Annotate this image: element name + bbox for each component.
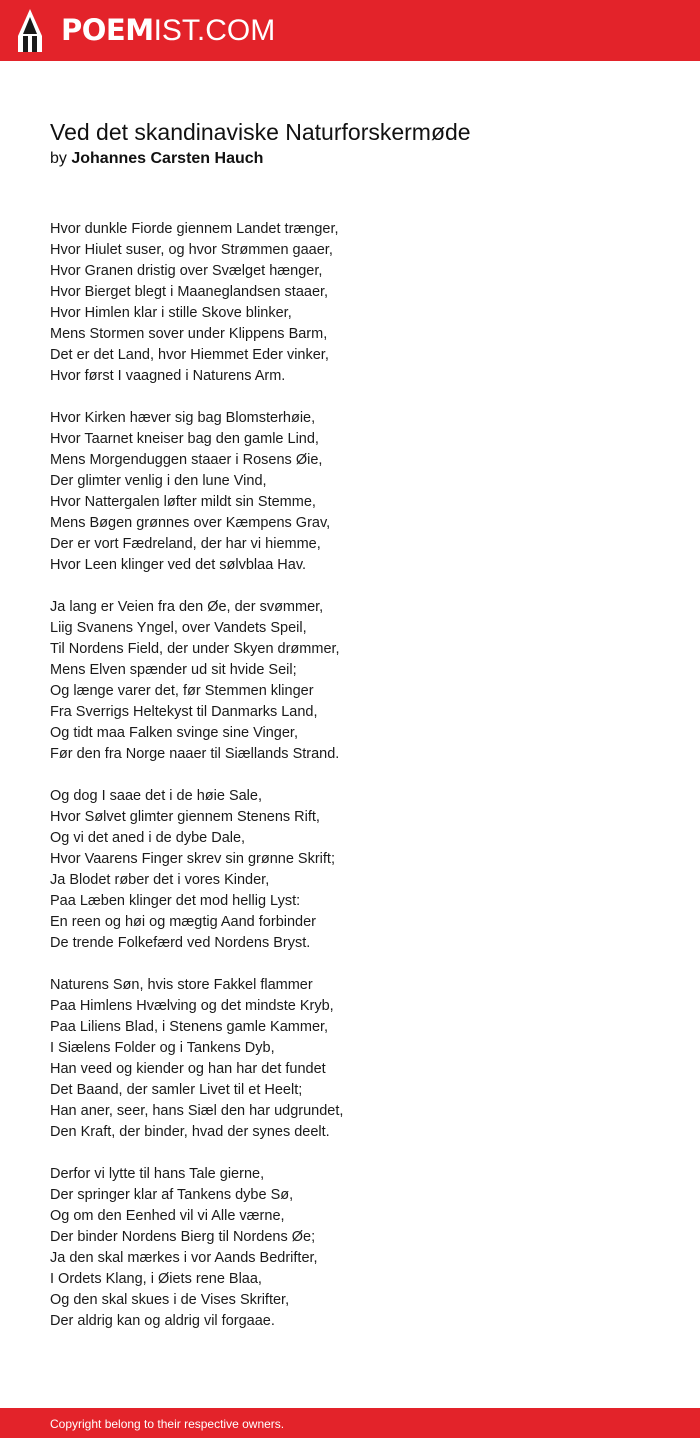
poem-line: De trende Folkefærd ved Nordens Bryst.: [50, 935, 311, 951]
site-logo-text: [61, 13, 275, 48]
poem-stanza: [50, 408, 650, 576]
poem-line: Hvor dunkle Fiorde giennem Landet trænger,: [50, 221, 339, 237]
poem-line: Mens Morgenduggen staaer i Rosens Øie,: [50, 452, 323, 468]
poem-line: Hvor Nattergalen løfter mildt sin Stemme,: [50, 494, 316, 510]
poem-line: Ja den skal mærkes i vor Aands Bedrifter,: [50, 1250, 318, 1266]
poem-line: Hvor Vaarens Finger skrev sin grønne Skrift;: [50, 851, 335, 867]
poem-line: Hvor først I vaagned i Naturens Arm.: [50, 368, 286, 384]
poem-line: Mens Elven spænder ud sit hvide Seil;: [50, 662, 297, 678]
poem-line: Før den fra Norge naaer til Siællands Strand.: [50, 746, 340, 762]
poem-line: I Ordets Klang, i Øiets rene Blaa,: [50, 1271, 262, 1287]
poem-stanza: [50, 219, 650, 387]
poem-stanza: [50, 975, 650, 1143]
poem-line: Det er det Land, hvor Hiemmet Eder vinker,: [50, 347, 329, 363]
logo-bold-text: POEM: [61, 13, 154, 47]
by-label: by: [50, 150, 67, 167]
poem-line: Og tidt maa Falken svinge sine Vinger,: [50, 725, 298, 741]
poem-line: En reen og høi og mægtig Aand forbinder: [50, 914, 316, 930]
poem-line: Og om den Eenhed vil vi Alle værne,: [50, 1208, 285, 1224]
poem-line: Mens Stormen sover under Klippens Barm,: [50, 326, 328, 342]
poem-stanza: [50, 1164, 650, 1332]
poem-line: Hvor Taarnet kneiser bag den gamle Lind,: [50, 431, 319, 447]
poem-line: Der aldrig kan og aldrig vil forgaae.: [50, 1313, 275, 1329]
poem-line: Hvor Himlen klar i stille Skove blinker,: [50, 305, 292, 321]
poem-line: Der glimter venlig i den lune Vind,: [50, 473, 267, 489]
poem-line: Og længe varer det, før Stemmen klinger: [50, 683, 314, 699]
poem-line: Den Kraft, der binder, hvad der synes deelt.: [50, 1124, 330, 1140]
copyright-text: Copyright belong to their respective owners.: [50, 1417, 285, 1431]
pencil-icon: [18, 9, 42, 52]
poem-line: Der springer klar af Tankens dybe Sø,: [50, 1187, 294, 1203]
poem-line: Mens Bøgen grønnes over Kæmpens Grav,: [50, 515, 331, 531]
poem-line: Derfor vi lytte til hans Tale gierne,: [50, 1166, 265, 1182]
poem-line: Ja Blodet røber det i vores Kinder,: [50, 872, 270, 888]
poem-line: Til Nordens Field, der under Skyen drømmer,: [50, 641, 340, 657]
poem-line: Han aner, seer, hans Siæl den har udgrundet,: [50, 1103, 344, 1119]
poem-line: Det Baand, der samler Livet til et Heelt;: [50, 1082, 303, 1098]
poem-line: Hvor Hiulet suser, og hvor Strømmen gaaer,: [50, 242, 333, 258]
site-footer: [0, 1408, 700, 1438]
poem-body: [50, 219, 650, 1353]
site-header: [0, 0, 700, 61]
poem-line: Hvor Bierget blegt i Maaneglandsen staaer,: [50, 284, 329, 300]
poem-stanza: [50, 786, 650, 954]
poem-line: Paa Himlens Hvælving og det mindste Kryb,: [50, 998, 334, 1014]
poem-author: Johannes Carsten Hauch: [71, 150, 264, 167]
poem-line: Og den skal skues i de Vises Skrifter,: [50, 1292, 290, 1308]
logo-light-text: IST.COM: [153, 14, 276, 47]
poem-line: Der binder Nordens Bierg til Nordens Øe;: [50, 1229, 316, 1245]
poem-line: Hvor Granen dristig over Svælget hænger,: [50, 263, 323, 279]
poem-line: Og vi det aned i de dybe Dale,: [50, 830, 246, 846]
poem-line: Ja lang er Veien fra den Øe, der svømmer,: [50, 599, 324, 615]
poem-line: Paa Læben klinger det mod hellig Lyst:: [50, 893, 301, 909]
poem-line: Han veed og kiender og han har det fundet: [50, 1061, 326, 1077]
poem-line: Fra Sverrigs Heltekyst til Danmarks Land,: [50, 704, 318, 720]
poem-line: Hvor Sølvet glimter giennem Stenens Rift,: [50, 809, 320, 825]
poem-line: Hvor Kirken hæver sig bag Blomsterhøie,: [50, 410, 316, 426]
poem-line: Hvor Leen klinger ved det sølvblaa Hav.: [50, 557, 307, 573]
poem-stanza: [50, 597, 650, 765]
poem-line: Der er vort Fædreland, der har vi hiemme,: [50, 536, 321, 552]
poem-line: Liig Svanens Yngel, over Vandets Speil,: [50, 620, 307, 636]
poem-line: Naturens Søn, hvis store Fakkel flammer: [50, 977, 313, 993]
poem-line: Paa Liliens Blad, i Stenens gamle Kammer,: [50, 1019, 329, 1035]
poem-title: Ved det skandinaviske Naturforskermøde: [50, 119, 471, 145]
poem-byline: [50, 149, 263, 169]
poem-line: Og dog I saae det i de høie Sale,: [50, 788, 262, 804]
poem-line: I Siælens Folder og i Tankens Dyb,: [50, 1040, 275, 1056]
site-logo-link[interactable]: [18, 9, 276, 53]
